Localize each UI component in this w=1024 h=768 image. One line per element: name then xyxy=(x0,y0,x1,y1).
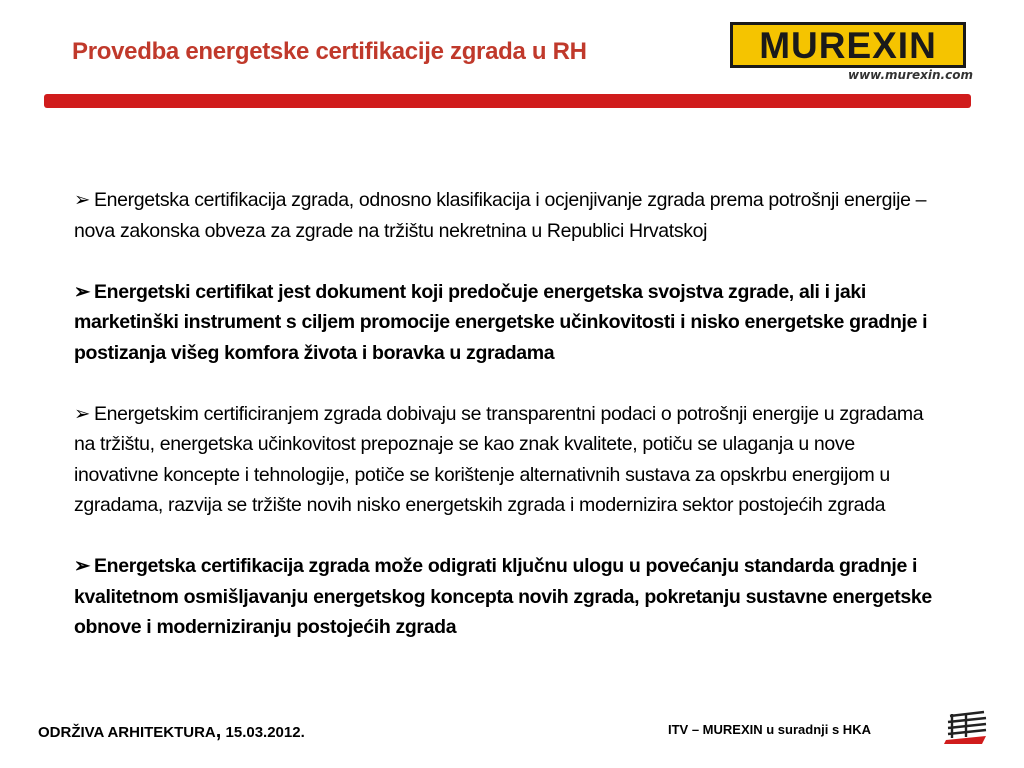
murexin-logo xyxy=(730,22,966,68)
bullet-paragraph-2 xyxy=(74,277,944,369)
slide-content xyxy=(74,185,944,673)
footer-organizers: ITV – MUREXIN u suradnji s HKA xyxy=(668,722,871,737)
footer-event xyxy=(38,720,305,743)
paragraph-text: Energetska certifikacija zgrada može odigrati ključnu ulogu u povećanju standarda gradnje i kvalitetnom osmišljavanju energetskog koncepta novih zgrada, pokretanju sustavne energetske obnove i moderniziranju postojećih zgrada xyxy=(74,555,932,638)
slide-title: Provedba energetske certifikacije zgrada u RH xyxy=(72,38,587,65)
paragraph-text: Energetskim certificiranjem zgrada dobivaju se transparentni podaci o potrošnji energije u zgradama na tržištu, energetska učinkovitost prepoznaje se kao znak kvalitete, potiču se ulaganja u nove inovativne koncepte i tehnologije, potiče se korištenje alternativnih sustava za opskrbu energijom u zgradama, razvija se tržište novih nisko energetskih zgrada i modernizira sektor postojećih zgrada xyxy=(74,402,924,516)
header-divider-bar xyxy=(44,94,971,108)
hka-logo-icon xyxy=(942,710,990,746)
bullet-arrow-icon: ➢ xyxy=(74,402,90,425)
bullet-arrow-icon: ➢ xyxy=(74,189,90,211)
bullet-arrow-icon: ➢ xyxy=(74,280,90,303)
bullet-paragraph-1 xyxy=(74,185,944,246)
footer-comma: , xyxy=(215,720,222,742)
bullet-arrow-icon: ➢ xyxy=(74,555,90,577)
logo-url: www.murexin.com xyxy=(848,68,973,82)
logo-text: MUREXIN xyxy=(759,24,937,66)
bullet-paragraph-4 xyxy=(74,551,944,643)
footer-event-title: ODRŽIVA ARHITEKTURA xyxy=(38,724,216,741)
paragraph-text: Energetski certifikat jest dokument koji predočuje energetska svojstva zgrade, ali i jaki marketinški instrument s ciljem promocije energetske učinkovitosti i nisko energetske gradnje i postizanja višeg komfora života i boravka u zgradama xyxy=(74,280,928,364)
footer-date: 15.03.2012. xyxy=(221,724,305,741)
bullet-paragraph-3 xyxy=(74,399,944,521)
paragraph-text: Energetska certifikacija zgrada, odnosno klasifikacija i ocjenjivanje zgrada prema potrošnji energije – nova zakonska obveza za zgrade na tržištu nekretnina u Republici Hrvatskoj xyxy=(74,189,927,242)
